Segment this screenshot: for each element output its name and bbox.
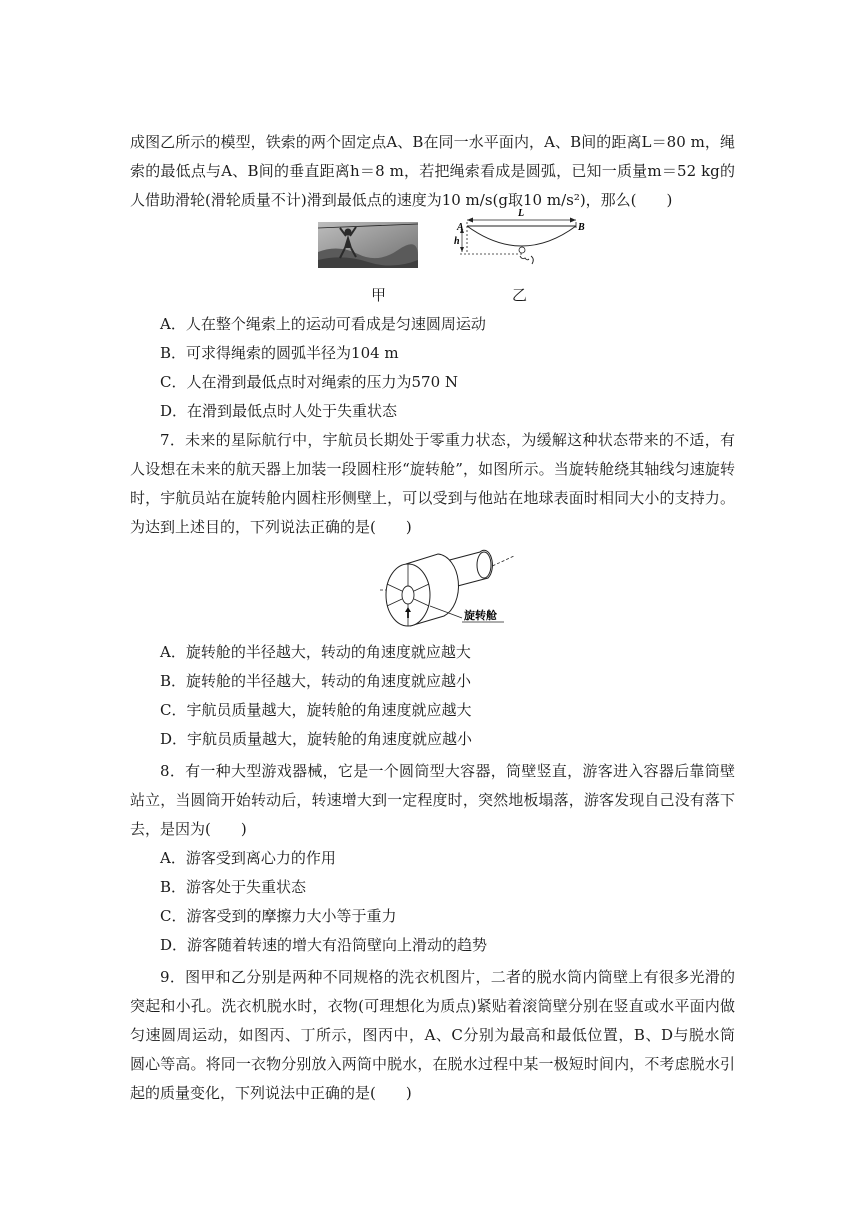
q7-option-b: B．旋转舱的半径越大，转动的角速度就应越小 (160, 672, 472, 690)
point-b-label: B (578, 222, 585, 233)
q8-option-a: A．游客受到离心力的作用 (160, 849, 336, 867)
height-h-label: h (454, 236, 460, 247)
q7-line-4: 为达到上述目的，下列说法正确的是( ) (130, 518, 412, 536)
q8-line-3: 去，是因为( ) (130, 820, 247, 838)
q8-option-c: C．游客受到的摩擦力大小等于重力 (160, 907, 397, 925)
q8-option-b: B．游客处于失重状态 (160, 878, 307, 896)
q7-line-2: 人设想在未来的航天器上加装一段圆柱形“旋转舱”，如图所示。当旋转舱绕其轴线匀速旋转 (130, 460, 735, 478)
q9-line-2: 突起和小孔。洗衣机脱水时，衣物(可理想化为质点)紧贴着滚筒壁分别在竖直或水平面内做 (130, 997, 735, 1015)
q7-option-d: D．宇航员质量越大，旋转舱的角速度就应越小 (160, 730, 473, 748)
q9-line-3: 匀速圆周运动，如图丙、丁所示，图丙中，A、C分别为最高和最低位置，B、D与脱水筒 (130, 1026, 735, 1044)
figure-jia-label: 甲 (371, 286, 387, 304)
q8-line-1: 8．有一种大型游戏器械，它是一个圆筒型大容器，筒壁竖直，游客进入容器后靠筒壁 (160, 762, 735, 780)
q6-line-3: 人借助滑轮(滑轮质量不计)滑到最低点的速度为10 m/s(g取10 m/s²)，那么( ) (130, 191, 673, 209)
q8-line-2: 站立，当圆筒开始转动后，转速增大到一定程度时，突然地板塌落，游客发现自己没有落下 (130, 791, 735, 809)
rope-diagram (452, 206, 592, 280)
q7-option-c: C．宇航员质量越大，旋转舱的角速度就应越大 (160, 701, 472, 719)
point-a-label: A (457, 222, 464, 233)
q6-line-2: 索的最低点与A、B间的垂直距离h＝8 m，若把绳索看成是圆弧，已知一质量m＝52 kg的 (130, 162, 735, 180)
q7-option-a: A．旋转舱的半径越大，转动的角速度就应越大 (160, 643, 471, 661)
cabin-label: 旋转舱 (464, 609, 497, 622)
rotating-cabin-diagram (380, 544, 520, 626)
q9-line-5: 起的质量变化，下列说法中正确的是( ) (130, 1084, 412, 1102)
zipline-photo (318, 222, 418, 268)
zipline-photo-drawing (318, 222, 418, 268)
q6-option-b: B．可求得绳索的圆弧半径为104 m (160, 344, 399, 362)
q6-option-d: D．在滑到最低点时人处于失重状态 (160, 402, 398, 420)
q7-line-3: 时，宇航员站在旋转舱内圆柱形侧壁上，可以受到与他站在地球表面时相同大小的支持力。 (130, 489, 735, 507)
q6-option-a: A．人在整个绳索上的运动可看成是匀速圆周运动 (160, 315, 486, 333)
q6-option-c: C．人在滑到最低点时对绳索的压力为570 N (160, 373, 459, 391)
q9-line-1: 9．图甲和乙分别是两种不同规格的洗衣机图片，二者的脱水筒内筒壁上有很多光滑的 (160, 968, 735, 986)
q6-line-1: 成图乙所示的模型，铁索的两个固定点A、B在同一水平面内，A、B间的距离L＝80 m，绳 (130, 133, 735, 151)
q9-line-4: 圆心等高。将同一衣物分别放入两筒中脱水，在脱水过程中某一极短时间内，不考虑脱水引 (130, 1055, 735, 1073)
figure-yi-label: 乙 (512, 286, 528, 304)
q7-line-1: 7．未来的星际航行中，宇航员长期处于零重力状态，为缓解这种状态带来的不适，有 (160, 431, 735, 449)
q8-option-d: D．游客随着转速的增大有沿筒壁向上滑动的趋势 (160, 936, 488, 954)
length-l-label: L (518, 208, 525, 219)
